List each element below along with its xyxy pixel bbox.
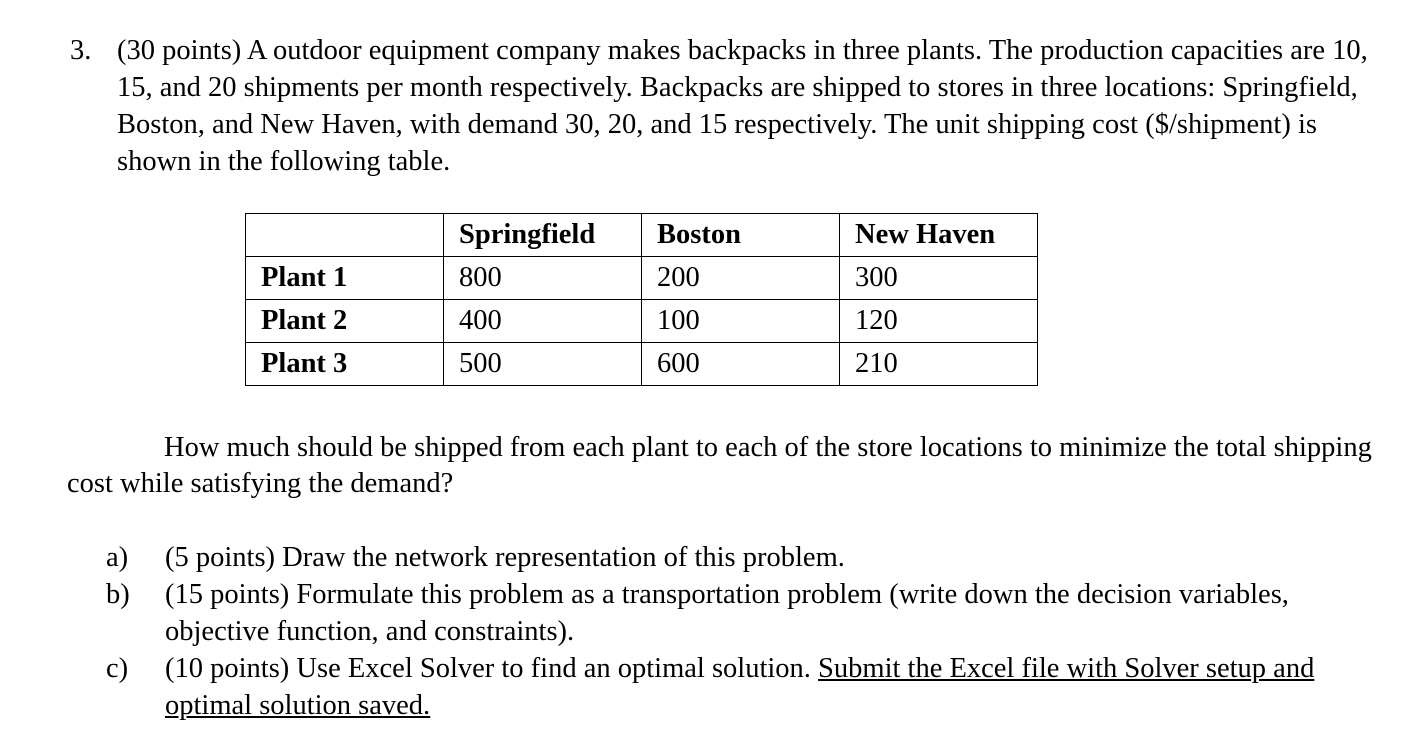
row-label-plant-3: Plant 3 <box>246 343 444 386</box>
table-cell: 400 <box>444 300 642 343</box>
table-cell: 600 <box>642 343 840 386</box>
table-header-boston: Boston <box>642 214 840 257</box>
table-header-row <box>246 214 1038 257</box>
table-cell: 500 <box>444 343 642 386</box>
question-text: How much should be shipped from each plant to each of the store locations to minimize the total shipping cost while satisfying the demand? <box>67 432 1372 499</box>
problem-statement <box>70 32 1390 180</box>
part-text: (15 points) Formulate this problem as a transportation problem (write down the decision variables, objective function, and constraints). <box>165 579 1289 647</box>
sub-questions <box>106 539 1396 724</box>
table-cell: 120 <box>840 300 1038 343</box>
table-header-new-haven: New Haven <box>840 214 1038 257</box>
part-c <box>106 650 1396 724</box>
part-text: (10 points) Use Excel Solver to find an optimal solution. <box>165 653 819 684</box>
table-cell: 200 <box>642 257 840 300</box>
table-row <box>246 343 1038 386</box>
table-row <box>246 257 1038 300</box>
problem-text: (30 points) A outdoor equipment company makes backpacks in three plants. The production capacities are 10, 15, and 20 shipments per month respectively. Backpacks are shipped to stores in three locations: Springfield, Boston, and New Haven, with demand 30, 20, and 15 respectively. The unit shipping cost ($/shipment) is shown in the following table. <box>117 35 1368 177</box>
part-b <box>106 576 1396 650</box>
part-label: b) <box>106 579 130 610</box>
table-cell: 800 <box>444 257 642 300</box>
part-a <box>106 539 1396 576</box>
table-header-springfield: Springfield <box>444 214 642 257</box>
problem-number: 3. <box>70 35 92 66</box>
submission-instruction: Submit the Excel file with Solver setup and optimal solution saved. <box>165 653 1315 721</box>
part-text: (5 points) Draw the network representation of this problem. <box>165 542 845 573</box>
part-label: c) <box>106 653 129 684</box>
table-header-corner <box>246 214 444 257</box>
shipping-cost-table <box>245 213 1038 386</box>
table-cell: 300 <box>840 257 1038 300</box>
table-cell: 100 <box>642 300 840 343</box>
table-cell: 210 <box>840 343 1038 386</box>
row-label-plant-2: Plant 2 <box>246 300 444 343</box>
row-label-plant-1: Plant 1 <box>246 257 444 300</box>
table-row <box>246 300 1038 343</box>
part-label: a) <box>106 542 129 573</box>
